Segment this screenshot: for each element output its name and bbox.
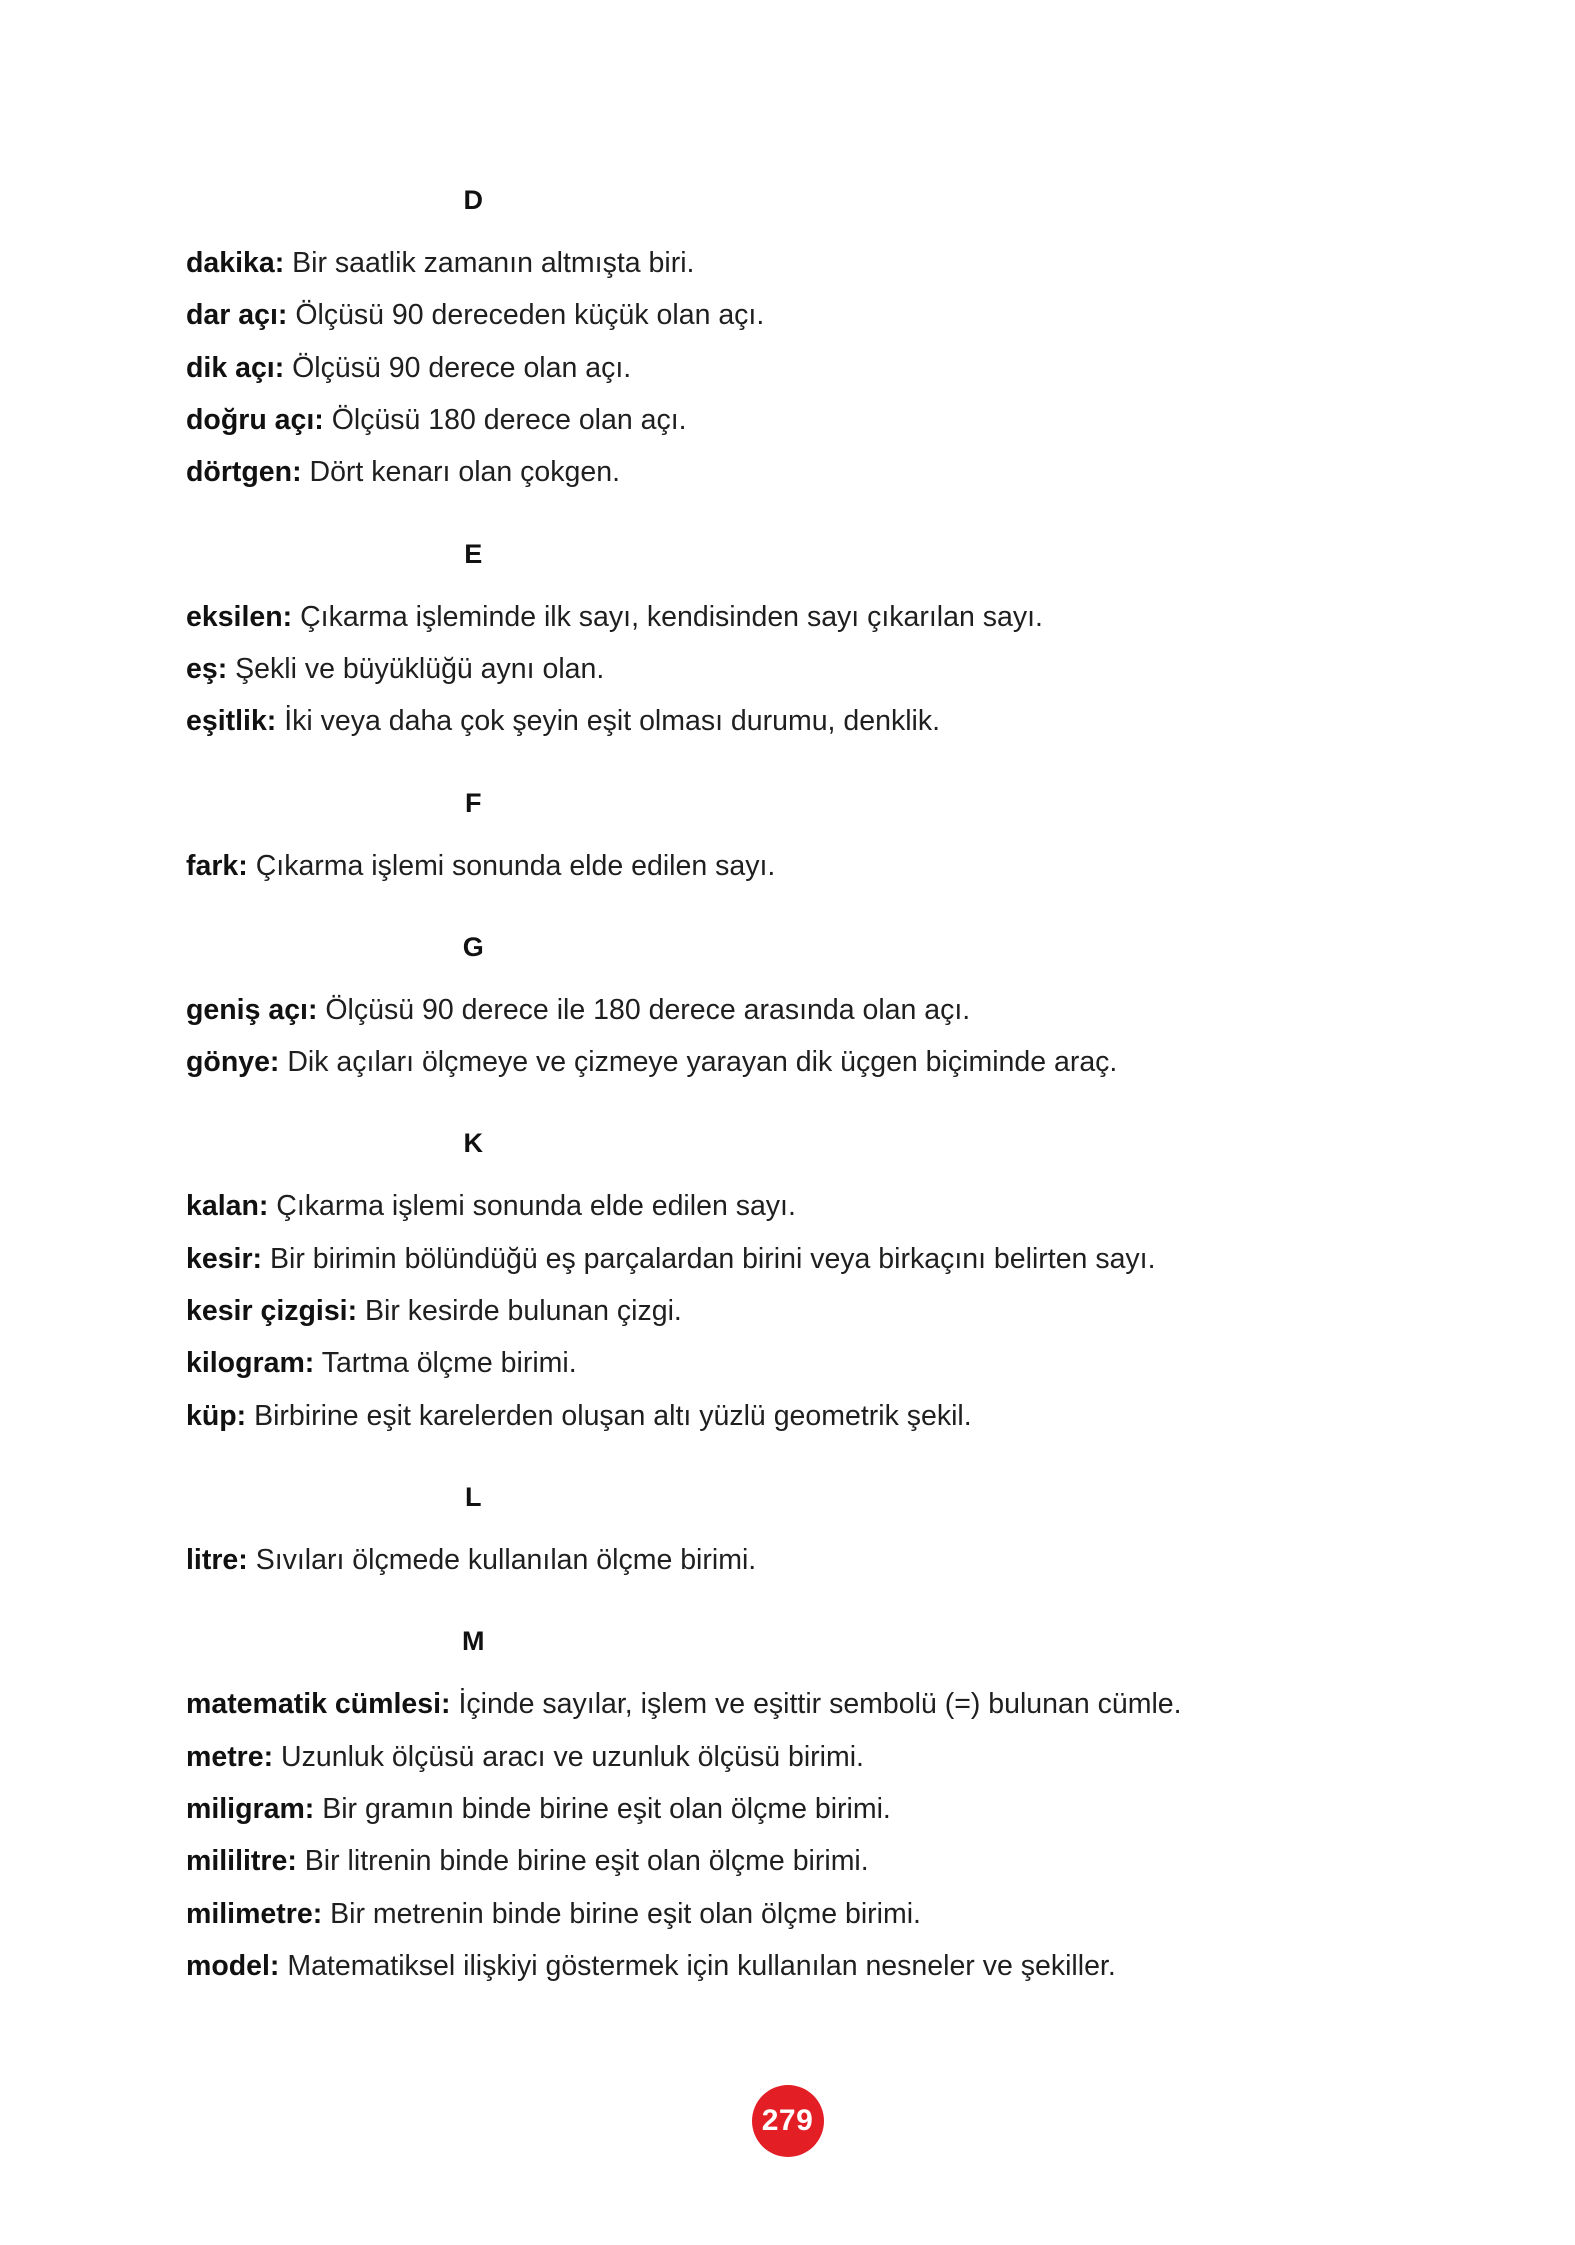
entry-term: dik açı: bbox=[186, 351, 285, 384]
entry-term: eşitlik: bbox=[186, 705, 277, 738]
section-letter-heading: G bbox=[462, 931, 485, 962]
section-letter-heading: E bbox=[464, 538, 483, 569]
section-letter-heading: D bbox=[463, 185, 484, 215]
glossary-entry bbox=[186, 989, 1396, 1032]
glossary-entry bbox=[186, 1185, 1396, 1228]
section-letter-heading: M bbox=[462, 1626, 485, 1657]
entry-definition: Birbirine eşit karelerden oluşan altı yüzlü geometrik şekil. bbox=[254, 1399, 972, 1432]
section-letter-heading: K bbox=[463, 1128, 484, 1159]
entry-term: küp: bbox=[186, 1399, 247, 1432]
entry-definition: Matematiksel ilişkiyi göstermek için kullanılan nesneler ve şekiller. bbox=[287, 1949, 1116, 1982]
entry-definition: Uzunluk ölçüsü aracı ve uzunluk ölçüsü birimi. bbox=[281, 1740, 864, 1773]
section-letter-heading: F bbox=[465, 787, 482, 818]
entry-definition: İki veya daha çok şeyin eşit olması durumu, denklik. bbox=[284, 705, 941, 738]
entry-term: kilogram: bbox=[186, 1347, 315, 1380]
glossary-entry bbox=[186, 1683, 1396, 1726]
glossary-entry bbox=[186, 845, 1396, 888]
entry-definition: İçinde sayılar, işlem ve eşittir sembolü (=) bulunan cümle. bbox=[458, 1688, 1182, 1721]
entry-term: litre: bbox=[186, 1544, 248, 1576]
glossary-section-l bbox=[186, 1482, 1396, 1582]
entry-term: fark: bbox=[186, 849, 248, 882]
entry-term: kesir çizgisi: bbox=[186, 1295, 358, 1328]
entry-term: metre: bbox=[186, 1740, 274, 1773]
glossary-entry bbox=[186, 1788, 1396, 1831]
glossary-entry bbox=[186, 700, 1396, 743]
glossary-entry bbox=[186, 1736, 1396, 1779]
glossary-section-k bbox=[186, 1128, 1396, 1438]
glossary-entry bbox=[186, 1539, 1396, 1582]
entry-term: miligram: bbox=[186, 1792, 315, 1825]
entry-definition: Dik açıları ölçmeye ve çizmeye yarayan dik üçgen biçiminde araç. bbox=[287, 1046, 1118, 1079]
entry-term: dakika: bbox=[186, 247, 285, 279]
glossary-entry bbox=[186, 1238, 1396, 1281]
entry-definition: Bir saatlik zamanın altmışta biri. bbox=[292, 247, 695, 279]
entry-definition: Dört kenarı olan çokgen. bbox=[309, 456, 620, 489]
glossary-entry bbox=[186, 451, 1396, 494]
glossary-entry bbox=[186, 596, 1396, 639]
entry-term: eksilen: bbox=[186, 600, 293, 633]
glossary-entry bbox=[186, 347, 1396, 390]
glossary-entry bbox=[186, 1945, 1396, 1988]
entry-term: doğru açı: bbox=[186, 403, 324, 436]
entry-definition: Ölçüsü 90 derece ile 180 derece arasında olan açı. bbox=[325, 993, 971, 1026]
entry-definition: Sıvıları ölçmede kullanılan ölçme birimi. bbox=[255, 1544, 757, 1576]
glossary-section-g bbox=[186, 932, 1396, 1085]
glossary-entry bbox=[186, 399, 1396, 442]
glossary-entry bbox=[186, 1041, 1396, 1084]
glossary-entry bbox=[186, 1395, 1396, 1438]
glossary-section-m bbox=[186, 1626, 1396, 1988]
entry-definition: Bir birimin bölündüğü eş parçalardan birini veya birkaçını belirten sayı. bbox=[269, 1242, 1156, 1275]
entry-definition: Ölçüsü 180 derece olan açı. bbox=[331, 403, 687, 436]
entry-term: kesir: bbox=[186, 1242, 263, 1275]
section-letter-heading: L bbox=[465, 1482, 482, 1512]
entry-definition: Ölçüsü 90 dereceden küçük olan açı. bbox=[295, 299, 765, 332]
entry-term: milimetre: bbox=[186, 1897, 323, 1930]
entry-term: kalan: bbox=[186, 1190, 269, 1223]
entry-definition: Şekli ve büyüklüğü aynı olan. bbox=[235, 652, 605, 685]
entry-term: eş: bbox=[186, 652, 228, 685]
entry-term: matematik cümlesi: bbox=[186, 1688, 451, 1721]
glossary-content bbox=[186, 185, 1396, 1988]
glossary-entry bbox=[186, 242, 1396, 285]
glossary-entry bbox=[186, 1893, 1396, 1936]
glossary-section-f bbox=[186, 788, 1396, 888]
entry-term: mililitre: bbox=[186, 1845, 297, 1878]
entry-term: geniş açı: bbox=[186, 993, 318, 1026]
entry-definition: Tartma ölçme birimi. bbox=[321, 1347, 577, 1380]
entry-definition: Bir metrenin binde birine eşit olan ölçme birimi. bbox=[330, 1897, 921, 1930]
entry-term: dar açı: bbox=[186, 299, 288, 332]
page-number-badge: 279 bbox=[752, 2085, 824, 2157]
glossary-entry bbox=[186, 294, 1396, 337]
glossary-entry bbox=[186, 1290, 1396, 1333]
glossary-entry bbox=[186, 648, 1396, 691]
entry-definition: Çıkarma işlemi sonunda elde edilen sayı. bbox=[276, 1190, 796, 1223]
glossary-section-e bbox=[186, 539, 1396, 744]
glossary-entry bbox=[186, 1342, 1396, 1385]
entry-term: dörtgen: bbox=[186, 456, 302, 489]
glossary-section-d bbox=[186, 185, 1396, 495]
entry-definition: Ölçüsü 90 derece olan açı. bbox=[292, 351, 632, 384]
entry-term: gönye: bbox=[186, 1046, 280, 1079]
entry-term: model: bbox=[186, 1949, 280, 1982]
entry-definition: Bir kesirde bulunan çizgi. bbox=[365, 1295, 682, 1328]
entry-definition: Bir litrenin binde birine eşit olan ölçme birimi. bbox=[304, 1845, 869, 1878]
glossary-entry bbox=[186, 1840, 1396, 1883]
entry-definition: Bir gramın binde birine eşit olan ölçme birimi. bbox=[322, 1792, 891, 1825]
entry-definition: Çıkarma işlemi sonunda elde edilen sayı. bbox=[255, 849, 776, 882]
entry-definition: Çıkarma işleminde ilk sayı, kendisinden sayı çıkarılan sayı. bbox=[300, 600, 1043, 633]
